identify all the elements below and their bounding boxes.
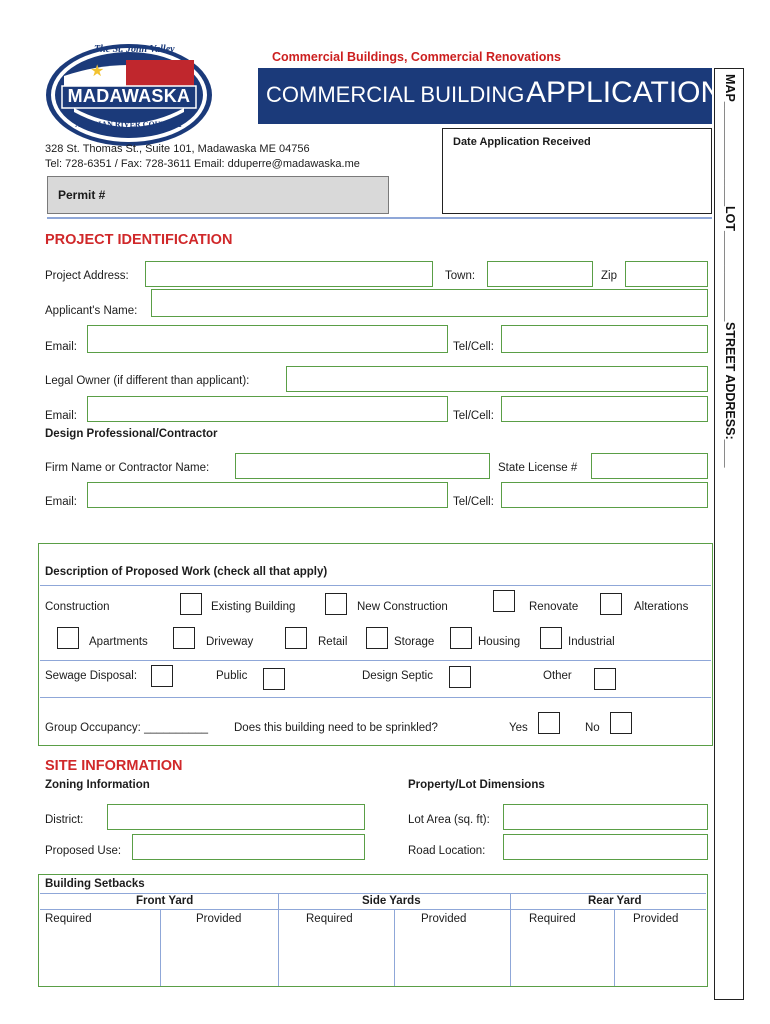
retail-label: Retail — [318, 636, 348, 648]
firm-name-label: Firm Name or Contractor Name: — [45, 462, 210, 474]
apartments-checkbox[interactable] — [57, 627, 79, 649]
sprinkled-yes-checkbox[interactable] — [538, 712, 560, 734]
side-required-label: Required — [306, 913, 353, 925]
setbacks-rule-2 — [40, 909, 706, 910]
front-provided-cell[interactable] — [161, 928, 278, 985]
rear-required-label: Required — [529, 913, 576, 925]
rear-yard-header: Rear Yard — [588, 895, 642, 907]
date-received-label: Date Application Received — [453, 136, 591, 148]
construction-label: Construction — [45, 601, 110, 613]
public-checkbox[interactable] — [263, 668, 285, 690]
other-checkbox[interactable] — [594, 668, 616, 690]
lot-dimensions-heading: Property/Lot Dimensions — [408, 779, 545, 791]
driveway-checkbox[interactable] — [173, 627, 195, 649]
logo-bottom-text: ACADIAN RIVER COUNTRY — [75, 120, 183, 129]
town-label: Town: — [445, 270, 476, 282]
sewage-disposal-checkbox[interactable] — [151, 665, 173, 687]
site-information-title: SITE INFORMATION — [45, 758, 183, 774]
work-divider-2 — [40, 660, 711, 661]
email-field[interactable] — [87, 325, 448, 353]
office-contact: Tel: 728-6351 / Fax: 728-3611 Email: dduperre@madawaska.me — [45, 158, 360, 170]
title-big: APPLICATION — [526, 76, 723, 109]
office-address: 328 St. Thomas St., Suite 101, Madawaska ME 04756 — [45, 143, 310, 155]
side-required-cell[interactable] — [279, 928, 394, 985]
design-septic-checkbox[interactable] — [449, 666, 471, 688]
lot-label: LOT_____________ — [723, 206, 737, 322]
telcell-field[interactable] — [501, 325, 708, 353]
storage-checkbox[interactable] — [366, 627, 388, 649]
project-address-field[interactable] — [145, 261, 433, 287]
existing-building-checkbox[interactable] — [180, 593, 202, 615]
front-provided-label: Provided — [196, 913, 242, 925]
state-license-label: State License # — [498, 462, 578, 474]
rear-provided-label: Provided — [633, 913, 679, 925]
no-label: No — [585, 722, 600, 734]
industrial-checkbox[interactable] — [540, 627, 562, 649]
district-field[interactable] — [107, 804, 365, 830]
madawaska-logo — [44, 42, 214, 148]
legal-owner-label: Legal Owner (if different than applicant): — [45, 375, 250, 387]
housing-label: Housing — [478, 636, 521, 648]
applicant-name-field[interactable] — [151, 289, 708, 317]
email2-field[interactable] — [87, 396, 448, 422]
proposed-use-field[interactable] — [132, 834, 365, 860]
retail-checkbox[interactable] — [285, 627, 307, 649]
logo-main-text: MADAWASKA — [67, 86, 191, 106]
side-provided-cell[interactable] — [395, 928, 510, 985]
zip-label: Zip — [601, 270, 617, 282]
apartments-label: Apartments — [89, 636, 148, 648]
header-divider — [47, 217, 712, 219]
header-subtitle: Commercial Buildings, Commercial Renovations — [272, 50, 561, 64]
town-field[interactable] — [487, 261, 593, 287]
design-septic-label: Design Septic — [362, 670, 433, 682]
new-construction-checkbox[interactable] — [325, 593, 347, 615]
work-divider-1 — [40, 585, 711, 586]
telcell-label: Tel/Cell: — [453, 341, 494, 353]
new-construction-label: New Construction — [357, 601, 448, 613]
renovate-checkbox[interactable] — [493, 590, 515, 612]
permit-label: Permit # — [58, 188, 106, 202]
sprinkled-question: Does this building need to be sprinkled? — [234, 722, 438, 734]
alterations-checkbox[interactable] — [600, 593, 622, 615]
rear-required-cell[interactable] — [511, 928, 614, 985]
applicant-name-label: Applicant's Name: — [45, 305, 138, 317]
renovate-label: Renovate — [529, 601, 579, 613]
lot-area-field[interactable] — [503, 804, 708, 830]
setbacks-rule-1 — [40, 893, 706, 894]
project-address-label: Project Address: — [45, 270, 129, 282]
road-location-field[interactable] — [503, 834, 708, 860]
email3-label: Email: — [45, 496, 77, 508]
email3-field[interactable] — [87, 482, 448, 508]
firm-name-field[interactable] — [235, 453, 490, 479]
title-main: COMMERCIAL BUILDING — [266, 82, 525, 107]
project-identification-title: PROJECT IDENTIFICATION — [45, 232, 233, 248]
telcell3-field[interactable] — [501, 482, 708, 508]
yes-label: Yes — [509, 722, 528, 734]
lot-area-label: Lot Area (sq. ft): — [408, 814, 490, 826]
telcell2-label: Tel/Cell: — [453, 410, 494, 422]
svg-text:★: ★ — [90, 63, 105, 80]
proposed-work-heading: Description of Proposed Work (check all that apply) — [45, 566, 328, 578]
housing-checkbox[interactable] — [450, 627, 472, 649]
telcell2-field[interactable] — [501, 396, 708, 422]
sprinkled-no-checkbox[interactable] — [610, 712, 632, 734]
district-label: District: — [45, 814, 84, 826]
telcell3-label: Tel/Cell: — [453, 496, 494, 508]
public-label: Public — [216, 670, 248, 682]
title-banner — [258, 68, 723, 124]
logo-top-text: The St. John Valley — [94, 44, 175, 55]
front-yard-header: Front Yard — [136, 895, 194, 907]
existing-building-label: Existing Building — [211, 601, 296, 613]
rear-provided-cell[interactable] — [615, 928, 706, 985]
work-divider-3 — [40, 697, 711, 698]
other-label: Other — [543, 670, 572, 682]
date-received-box[interactable] — [442, 128, 712, 214]
group-occupancy-label: Group Occupancy: __________ — [45, 722, 209, 734]
legal-owner-field[interactable] — [286, 366, 708, 392]
design-professional-heading: Design Professional/Contractor — [45, 428, 218, 440]
state-license-field[interactable] — [591, 453, 708, 479]
driveway-label: Driveway — [206, 636, 254, 648]
email2-label: Email: — [45, 410, 77, 422]
sewage-disposal-label: Sewage Disposal: — [45, 670, 138, 682]
road-location-label: Road Location: — [408, 845, 486, 857]
zip-field[interactable] — [625, 261, 708, 287]
front-required-label: Required — [45, 913, 92, 925]
industrial-label: Industrial — [568, 636, 615, 648]
front-required-cell[interactable] — [40, 928, 160, 985]
side-provided-label: Provided — [421, 913, 467, 925]
side-yards-header: Side Yards — [362, 895, 421, 907]
map-label: MAP_______________ — [723, 74, 737, 207]
zoning-heading: Zoning Information — [45, 779, 150, 791]
permit-box[interactable] — [47, 176, 389, 214]
alterations-label: Alterations — [634, 601, 689, 613]
street-address-label: STREET ADDRESS:____ — [723, 322, 737, 468]
storage-label: Storage — [394, 636, 435, 648]
email-label: Email: — [45, 341, 77, 353]
building-setbacks-heading: Building Setbacks — [45, 878, 145, 890]
proposed-use-label: Proposed Use: — [45, 845, 122, 857]
